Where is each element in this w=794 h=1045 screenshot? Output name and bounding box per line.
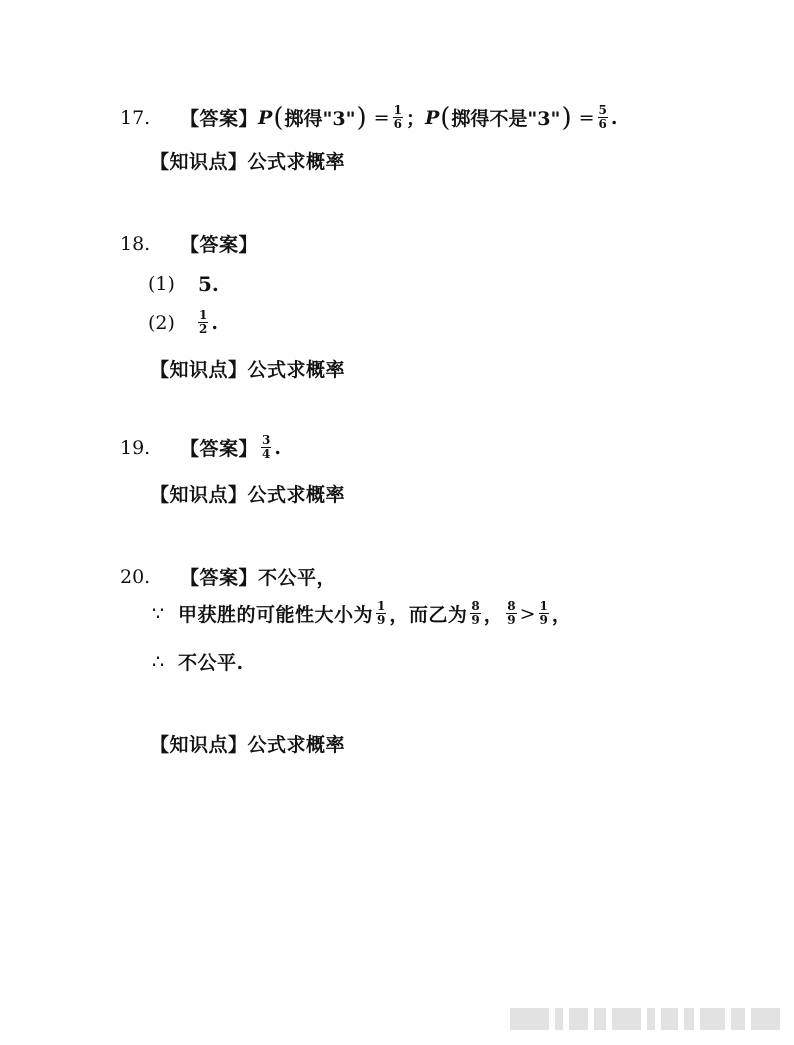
q19-answer-line <box>120 434 281 461</box>
q18-answer-line <box>120 230 258 257</box>
answer-label: 【答案】 <box>180 108 259 130</box>
q17-knowledge-line <box>150 147 345 174</box>
denominator: 6 <box>598 117 607 131</box>
period: . <box>274 436 281 459</box>
left-paren: ( <box>273 102 284 133</box>
q17-number: 17. <box>120 106 151 129</box>
q19-number: 19. <box>120 436 151 459</box>
event-text: 掷得不是"3" <box>451 108 561 130</box>
left-paren: ( <box>440 102 451 133</box>
therefore-symbol: ∴ <box>152 650 165 673</box>
period: . <box>610 106 618 129</box>
knowledge-topic: 公式求概率 <box>247 359 346 381</box>
numerator: 5 <box>598 103 607 117</box>
fraction <box>539 600 549 627</box>
q19-knowledge-line <box>150 480 345 507</box>
prob-symbol: P <box>424 106 440 129</box>
greater-than-sign: > <box>519 602 536 625</box>
comma: ， <box>483 604 504 626</box>
answer-label: 【答案】 <box>180 438 259 460</box>
part-number: (2) <box>148 311 175 334</box>
because-symbol: ∵ <box>152 602 165 625</box>
event-text: 掷得"3" <box>284 108 356 130</box>
knowledge-label: 【知识点】 <box>150 734 248 756</box>
denominator: 9 <box>539 613 548 627</box>
knowledge-label: 【知识点】 <box>150 484 248 506</box>
right-paren: ) <box>561 102 572 133</box>
numerator: 1 <box>393 103 402 117</box>
denominator: 2 <box>199 322 208 336</box>
fraction <box>261 434 271 461</box>
denominator: 4 <box>262 447 271 461</box>
prob-symbol: P <box>258 106 273 129</box>
q18-knowledge-line <box>150 355 345 382</box>
comma: ， <box>551 604 572 626</box>
q20-answer-line <box>120 563 336 590</box>
part-answer: 5. <box>198 272 219 296</box>
numerator: 8 <box>507 599 516 613</box>
fraction <box>470 600 480 627</box>
fraction <box>598 104 608 131</box>
q17-answer-line <box>120 104 618 131</box>
period: . <box>211 311 218 334</box>
numerator: 1 <box>377 599 386 613</box>
part-number: (1) <box>148 273 175 295</box>
denominator: 9 <box>471 613 480 627</box>
q20-number: 20. <box>120 565 151 588</box>
knowledge-label: 【知识点】 <box>150 359 248 381</box>
separator: ； <box>405 108 425 130</box>
knowledge-topic: 公式求概率 <box>247 151 346 173</box>
numerator: 3 <box>262 433 271 447</box>
fraction <box>393 104 403 131</box>
q20-reason-line <box>152 600 571 627</box>
numerator: 8 <box>471 599 480 613</box>
q18-part1 <box>148 272 219 296</box>
answer-text: 不公平， <box>258 567 337 589</box>
fraction <box>506 600 516 627</box>
page-footer-mark <box>510 1006 780 1032</box>
answer-label: 【答案】 <box>180 234 259 256</box>
equals-sign: = <box>373 106 390 129</box>
answer-label: 【答案】 <box>180 567 259 589</box>
knowledge-label: 【知识点】 <box>150 151 248 173</box>
reason-text: 甲获胜的可能性大小为 <box>178 604 374 626</box>
denominator: 9 <box>507 613 516 627</box>
q20-knowledge-line <box>150 730 345 757</box>
right-paren: ) <box>356 102 367 133</box>
reason-text: ，而乙为 <box>389 604 468 626</box>
denominator: 9 <box>377 613 386 627</box>
equals-sign: = <box>578 106 595 129</box>
denominator: 6 <box>393 117 402 131</box>
numerator: 1 <box>539 599 548 613</box>
q18-number: 18. <box>120 232 151 255</box>
q20-conclusion-line <box>152 648 244 675</box>
numerator: 1 <box>199 308 208 322</box>
conclusion-text: 不公平. <box>178 652 244 674</box>
q18-part2 <box>148 309 218 336</box>
knowledge-topic: 公式求概率 <box>247 484 346 506</box>
fraction <box>376 600 386 627</box>
knowledge-topic: 公式求概率 <box>247 734 346 756</box>
fraction <box>198 309 208 336</box>
